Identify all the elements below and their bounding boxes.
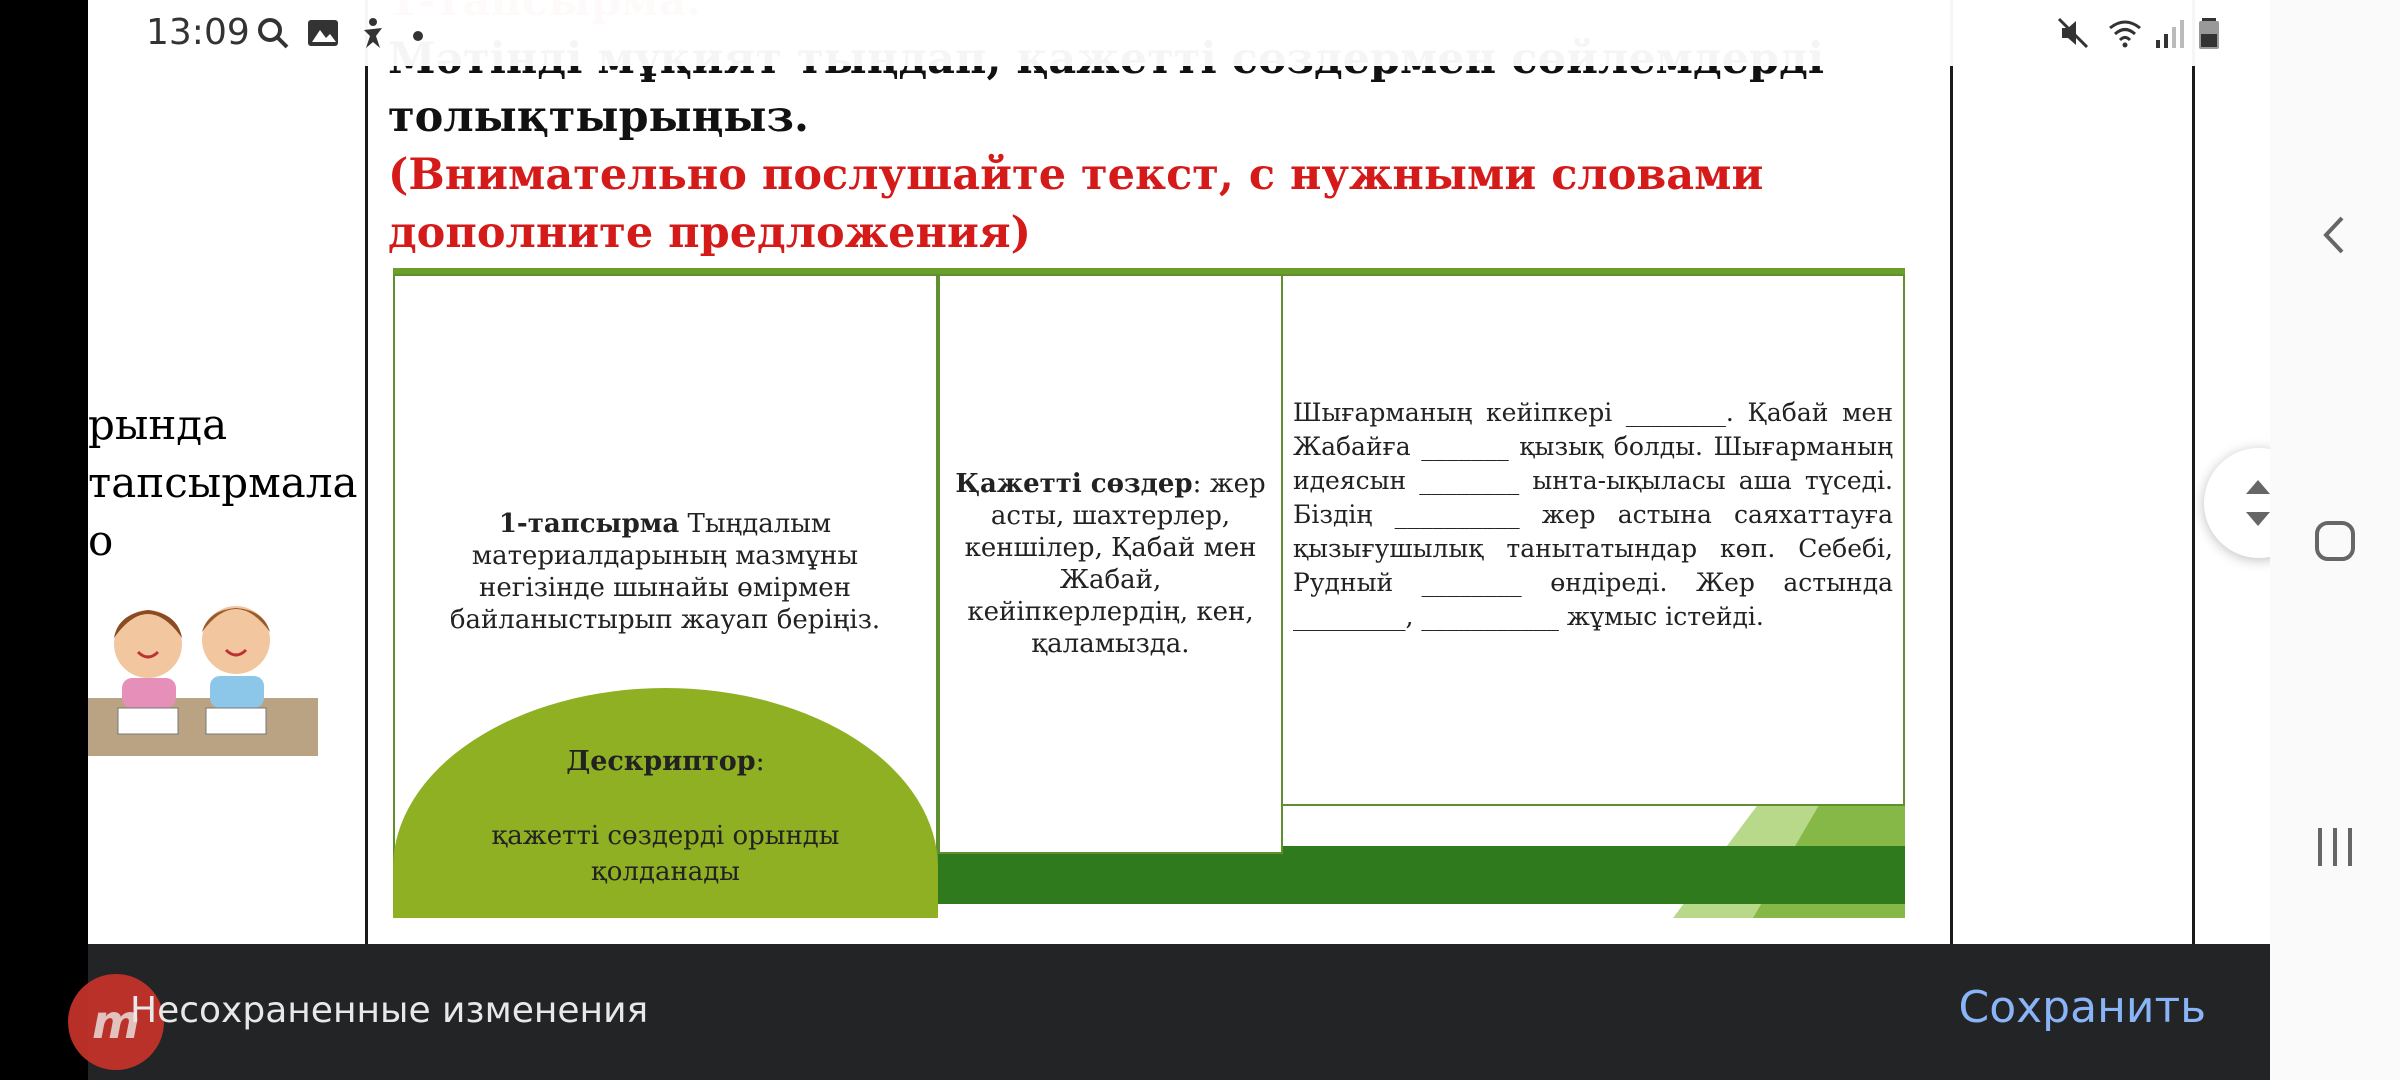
status-bar [88,0,2270,66]
accessibility-icon [356,16,390,50]
page-border-left [365,0,368,944]
slide-green-band [933,846,1905,904]
navigation-bar [2270,0,2400,1080]
search-icon [256,16,290,50]
kids-illustration [88,580,318,760]
wifi-icon [2108,16,2142,50]
descriptor-title: Дескриптор: [566,746,765,777]
battery-icon [2192,16,2226,50]
heading-kz: толықтырыңыз. [388,92,809,142]
signal-icon [2152,16,2186,50]
dot-icon [406,16,440,50]
task-slide-image [393,268,1905,918]
fill-text: Шығарманың кейіпкері ________. Қабай мен Жабайға _______ қызық болды. Шығарманың идеясын ________ ынта-ықыласы аша түседі. Біздің __________ жер астына саяхаттауға қызығушылық танытатындар көп. Себебі, Рудный ________ өндіреді. Жер астында _________, ___________ жұмыс істейді. [1293,398,1893,631]
side-text-line: тапсырмала [88,458,358,507]
save-button[interactable]: Сохранить [1958,982,2206,1033]
document-view[interactable] [88,0,2270,944]
recent-apps-icon[interactable] [2300,812,2370,882]
unsaved-changes-label: Несохраненные изменения [130,990,649,1031]
side-text [88,396,358,570]
heading-ru: (Внимательно послушайте текст, с нужными словами дополните предложения) [388,150,1764,258]
words-text: Қажетті сөздер: жер асты, шахтерлер, кеншілер, Қабай мен Жабай, кейіпкерлердің, кен, қаламызда. [955,469,1266,659]
page-border-outer [2192,0,2195,944]
screen-edge [0,0,88,1080]
image-icon [306,16,340,50]
status-time: 13:09 [146,12,250,53]
side-text-line: рында [88,400,228,449]
app-logo-icon: m [68,974,164,1070]
back-icon[interactable] [2300,200,2370,270]
unsaved-changes-bar [88,944,2270,1080]
mute-icon [2056,16,2090,50]
task-text: 1-тапсырма Тыңдалым материалдарының мазмұны негізінде шынайы өмірмен байланыстырып жауап беріңіз. [449,509,881,635]
home-icon[interactable] [2300,506,2370,576]
descriptor-text: қажетті сөздерді орынды қолданады [491,821,840,887]
side-text-line: о [88,516,114,565]
